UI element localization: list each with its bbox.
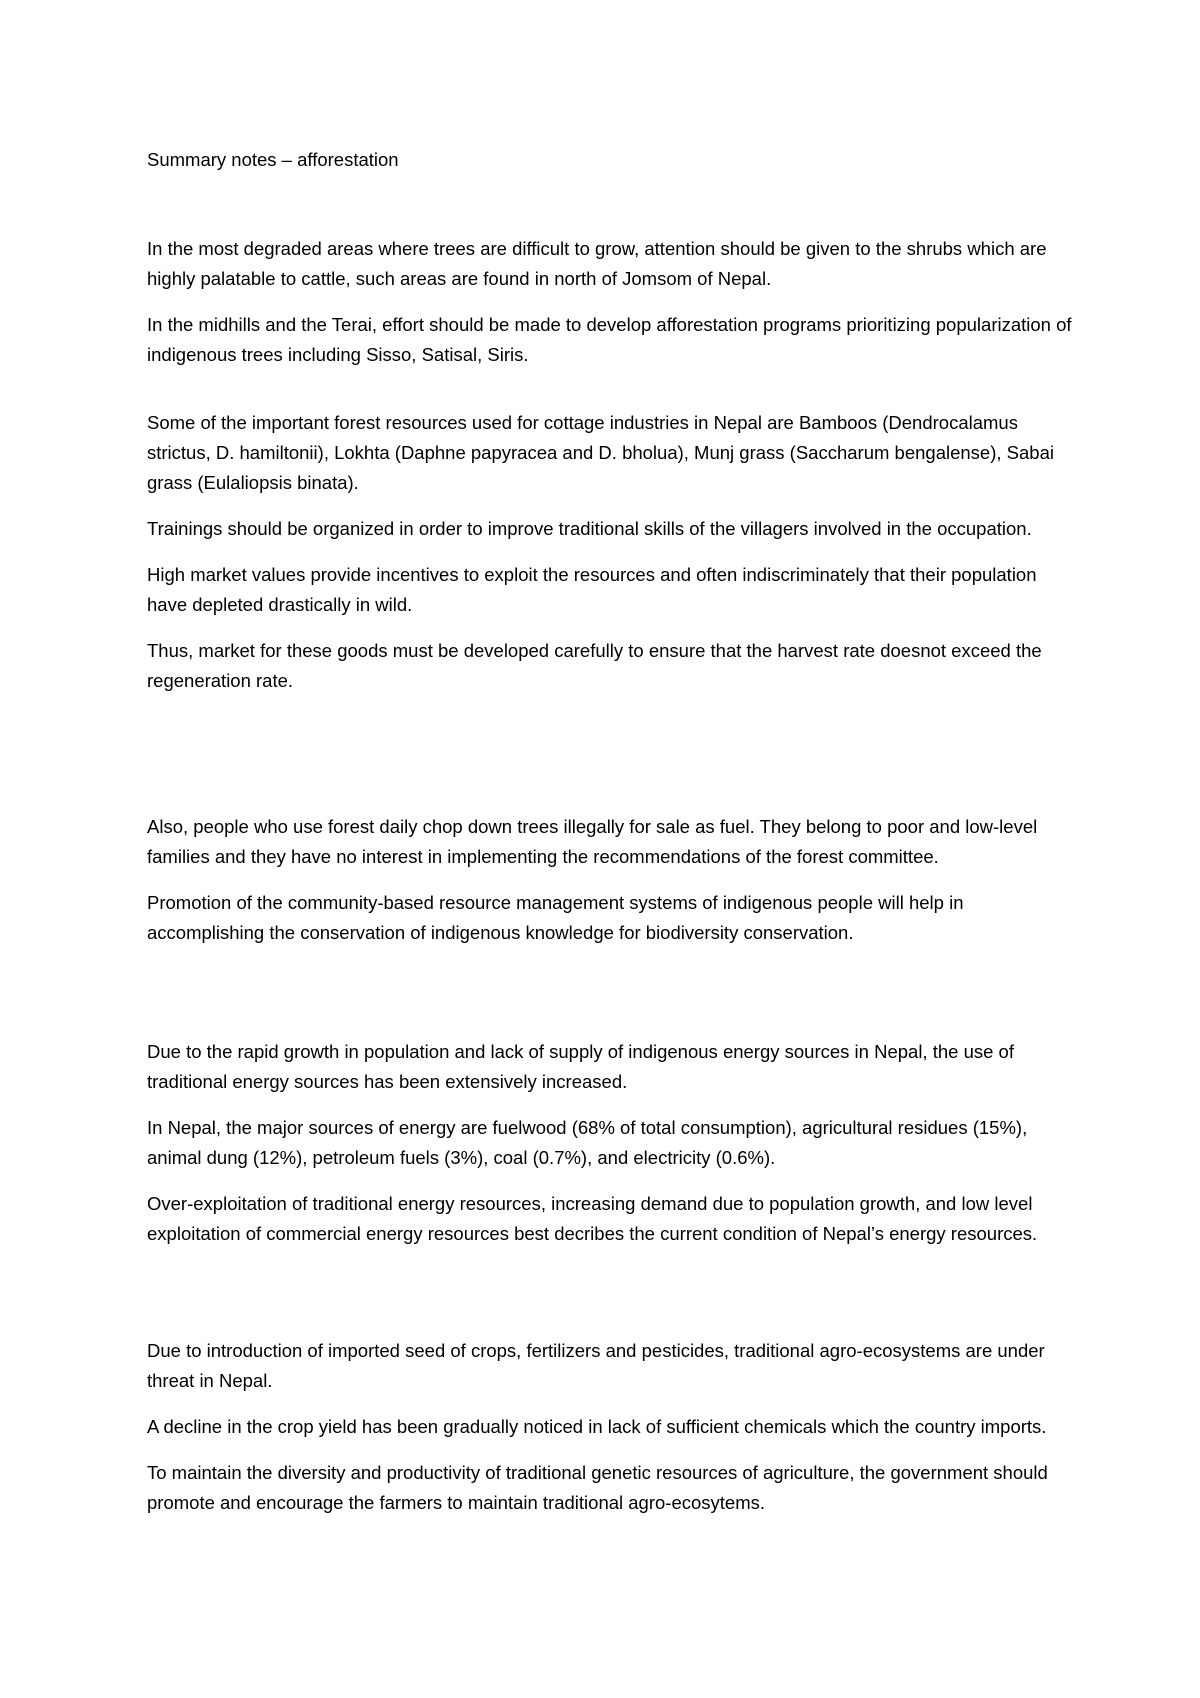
paragraph: Also, people who use forest daily chop down trees illegally for sale as fuel. They belong to poor and low-level families and they have no interest in implementing the recommendations of the forest committee. xyxy=(147,816,1038,867)
paragraph: Promotion of the community-based resource management systems of indigenous people will help in accomplishing the conservation of indigenous knowledge for biodiversity conservation. xyxy=(147,892,964,943)
paragraph: Trainings should be organized in order to improve traditional skills of the villagers involved in the occupation. xyxy=(147,518,1032,539)
paragraph: To maintain the diversity and productivity of traditional genetic resources of agriculture, the government should promote and encourage the farmers to maintain traditional agro-ecosytems. xyxy=(147,1462,1048,1513)
paragraph: In the most degraded areas where trees are difficult to grow, attention should be given to the shrubs which are highly palatable to cattle, such areas are found in north of Jomsom of Nepal. xyxy=(147,238,1047,289)
paragraph: A decline in the crop yield has been gradually noticed in lack of sufficient chemicals which the country imports. xyxy=(147,1416,1047,1437)
section-shrubs-afforestation xyxy=(147,234,1077,370)
section-cottage-industries xyxy=(147,408,1077,696)
document-title: Summary notes – afforestation xyxy=(147,149,399,170)
paragraph: Due to the rapid growth in population and lack of supply of indigenous energy sources in Nepal, the use of traditional energy sources has been extensively increased. xyxy=(147,1041,1014,1092)
paragraph: In the midhills and the Terai, effort should be made to develop afforestation programs prioritizing popularization of indigenous trees including Sisso, Satisal, Siris. xyxy=(147,314,1072,365)
paragraph: Over-exploitation of traditional energy resources, increasing demand due to population growth, and low level exploitation of commercial energy resources best decribes the current condition of Nepal’s energy resources. xyxy=(147,1193,1038,1244)
paragraph: Thus, market for these goods must be developed carefully to ensure that the harvest rate doesnot exceed the regeneration rate. xyxy=(147,640,1042,691)
section-illegal-logging xyxy=(147,812,1077,948)
paragraph: Some of the important forest resources used for cottage industries in Nepal are Bamboos (Dendrocalamus strictus, D. hamiltonii), Lokhta (Daphne papyracea and D. bholua), Munj grass (Saccharum bengalense), Sabai grass (Eulaliopsis binata). xyxy=(147,412,1054,493)
paragraph: In Nepal, the major sources of energy are fuelwood (68% of total consumption), agricultural residues (15%), animal dung (12%), petroleum fuels (3%), coal (0.7%), and electricity (0.6%). xyxy=(147,1117,1028,1168)
section-energy-sources xyxy=(147,1037,1077,1249)
paragraph: Due to introduction of imported seed of crops, fertilizers and pesticides, traditional agro-ecosystems are under threat in Nepal. xyxy=(147,1340,1045,1391)
paragraph: High market values provide incentives to exploit the resources and often indiscriminately that their population have depleted drastically in wild. xyxy=(147,564,1037,615)
section-agro-ecosystems xyxy=(147,1336,1077,1518)
